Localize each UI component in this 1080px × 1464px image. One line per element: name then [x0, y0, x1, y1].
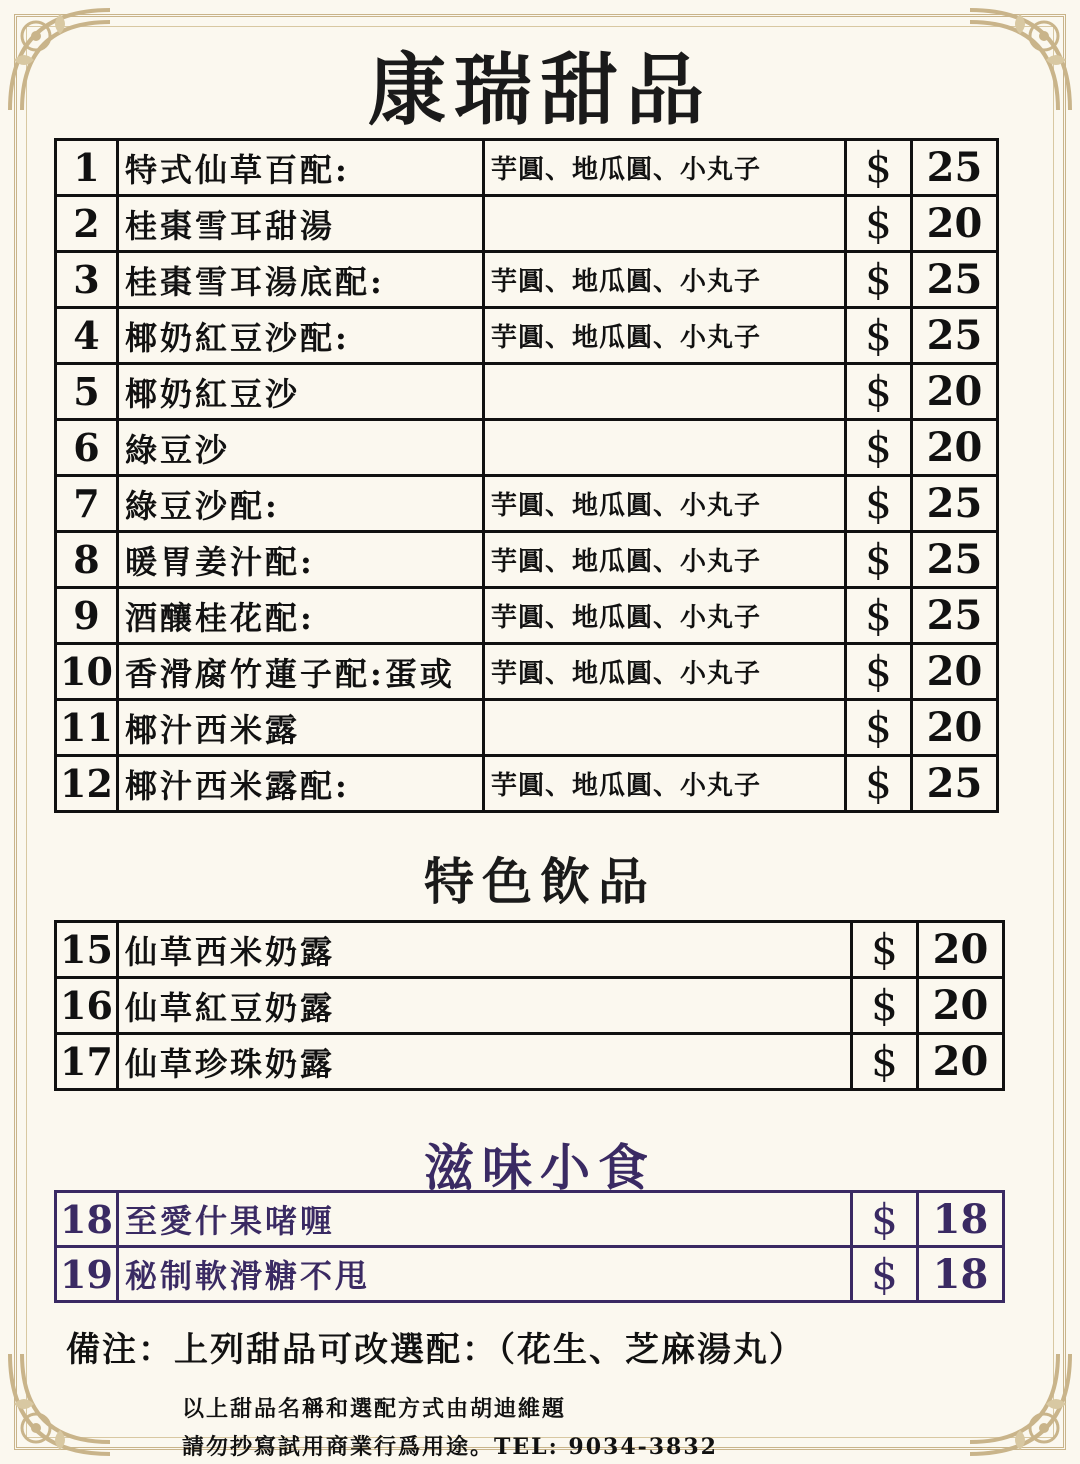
- menu-row: [56, 756, 998, 812]
- footer-line-2: 請勿抄寫試用商業行爲用途。TEL: 9034-3832: [182, 1434, 718, 1460]
- currency-symbol: $: [852, 978, 918, 1034]
- item-price: 20: [912, 364, 998, 420]
- item-options: 芋圓、地瓜圓、小丸子: [484, 308, 846, 364]
- item-name: 椰奶紅豆沙配:: [118, 308, 484, 364]
- item-number: 5: [56, 364, 118, 420]
- item-name: 仙草珍珠奶露: [118, 1034, 852, 1090]
- menu-row: [56, 420, 998, 476]
- item-name: 綠豆沙配:: [118, 476, 484, 532]
- menu-row: [56, 364, 998, 420]
- footer-line-1: 以上甜品名稱和選配方式由胡迪維題: [182, 1396, 567, 1422]
- item-number: 8: [56, 532, 118, 588]
- item-number: 1: [56, 140, 118, 196]
- item-options: 芋圓、地瓜圓、小丸子: [484, 644, 846, 700]
- snacks-section-title: 滋味小食: [424, 1138, 656, 1197]
- item-name: 綠豆沙: [118, 420, 484, 476]
- item-name: 桂棗雪耳湯底配:: [118, 252, 484, 308]
- item-price: 20: [918, 1034, 1004, 1090]
- menu-row: [56, 1192, 1004, 1247]
- currency-symbol: $: [852, 1192, 918, 1247]
- drinks-table: [54, 920, 1005, 1091]
- item-price: 20: [918, 922, 1004, 978]
- currency-symbol: $: [846, 644, 912, 700]
- currency-symbol: $: [846, 196, 912, 252]
- item-price: 18: [918, 1247, 1004, 1302]
- item-price: 25: [912, 532, 998, 588]
- item-number: 10: [56, 644, 118, 700]
- item-number: 3: [56, 252, 118, 308]
- item-price: 20: [912, 644, 998, 700]
- item-name: 秘制軟滑糖不甩: [118, 1247, 852, 1302]
- item-price: 25: [912, 476, 998, 532]
- menu-row: [56, 644, 998, 700]
- item-options: [484, 700, 846, 756]
- currency-symbol: $: [846, 756, 912, 812]
- item-name: 椰汁西米露配:: [118, 756, 484, 812]
- drinks-section-title: 特色飲品: [424, 852, 656, 911]
- currency-symbol: $: [852, 1247, 918, 1302]
- menu-row: [56, 532, 998, 588]
- item-price: 20: [918, 978, 1004, 1034]
- item-name: 暖胃姜汁配:: [118, 532, 484, 588]
- currency-symbol: $: [846, 308, 912, 364]
- currency-symbol: $: [852, 922, 918, 978]
- snacks-table: [54, 1190, 1005, 1303]
- item-number: 19: [56, 1247, 118, 1302]
- item-number: 18: [56, 1192, 118, 1247]
- item-price: 25: [912, 252, 998, 308]
- remark-note: 備注：上列甜品可改選配：（花生、芝麻湯丸）: [66, 1330, 805, 1370]
- currency-symbol: $: [846, 588, 912, 644]
- menu-row: [56, 700, 998, 756]
- menu-row: [56, 140, 998, 196]
- item-name: 仙草紅豆奶露: [118, 978, 852, 1034]
- menu-row: [56, 1034, 1004, 1090]
- item-options: 芋圓、地瓜圓、小丸子: [484, 476, 846, 532]
- corner-ornament-icon: [960, 1344, 1080, 1464]
- currency-symbol: $: [852, 1034, 918, 1090]
- item-options: [484, 420, 846, 476]
- menu-row: [56, 196, 998, 252]
- item-number: 16: [56, 978, 118, 1034]
- item-price: 25: [912, 756, 998, 812]
- currency-symbol: $: [846, 364, 912, 420]
- item-name: 椰奶紅豆沙: [118, 364, 484, 420]
- item-options: 芋圓、地瓜圓、小丸子: [484, 532, 846, 588]
- item-options: 芋圓、地瓜圓、小丸子: [484, 588, 846, 644]
- item-number: 4: [56, 308, 118, 364]
- item-name: 特式仙草百配:: [118, 140, 484, 196]
- item-number: 7: [56, 476, 118, 532]
- menu-row: [56, 1247, 1004, 1302]
- item-name: 桂棗雪耳甜湯: [118, 196, 484, 252]
- menu-row: [56, 252, 998, 308]
- item-price: 25: [912, 140, 998, 196]
- page-title: 康瑞甜品: [367, 45, 712, 136]
- currency-symbol: $: [846, 140, 912, 196]
- item-price: 20: [912, 420, 998, 476]
- item-options: [484, 364, 846, 420]
- desserts-table: [54, 138, 999, 813]
- item-number: 9: [56, 588, 118, 644]
- menu-row: [56, 978, 1004, 1034]
- item-options: 芋圓、地瓜圓、小丸子: [484, 756, 846, 812]
- item-name: 香滑腐竹蓮子配:蛋或: [118, 644, 484, 700]
- menu-row: [56, 308, 998, 364]
- item-price: 18: [918, 1192, 1004, 1247]
- item-price: 20: [912, 196, 998, 252]
- item-name: 椰汁西米露: [118, 700, 484, 756]
- item-number: 6: [56, 420, 118, 476]
- item-number: 12: [56, 756, 118, 812]
- item-number: 2: [56, 196, 118, 252]
- currency-symbol: $: [846, 700, 912, 756]
- item-options: [484, 196, 846, 252]
- item-name: 仙草西米奶露: [118, 922, 852, 978]
- item-number: 15: [56, 922, 118, 978]
- item-options: 芋圓、地瓜圓、小丸子: [484, 252, 846, 308]
- item-name: 至愛什果啫喱: [118, 1192, 852, 1247]
- currency-symbol: $: [846, 420, 912, 476]
- currency-symbol: $: [846, 532, 912, 588]
- menu-row: [56, 588, 998, 644]
- item-name: 酒釀桂花配:: [118, 588, 484, 644]
- item-price: 25: [912, 588, 998, 644]
- currency-symbol: $: [846, 476, 912, 532]
- item-price: 25: [912, 308, 998, 364]
- item-number: 17: [56, 1034, 118, 1090]
- menu-row: [56, 476, 998, 532]
- item-options: 芋圓、地瓜圓、小丸子: [484, 140, 846, 196]
- currency-symbol: $: [846, 252, 912, 308]
- menu-row: [56, 922, 1004, 978]
- item-price: 20: [912, 700, 998, 756]
- item-number: 11: [56, 700, 118, 756]
